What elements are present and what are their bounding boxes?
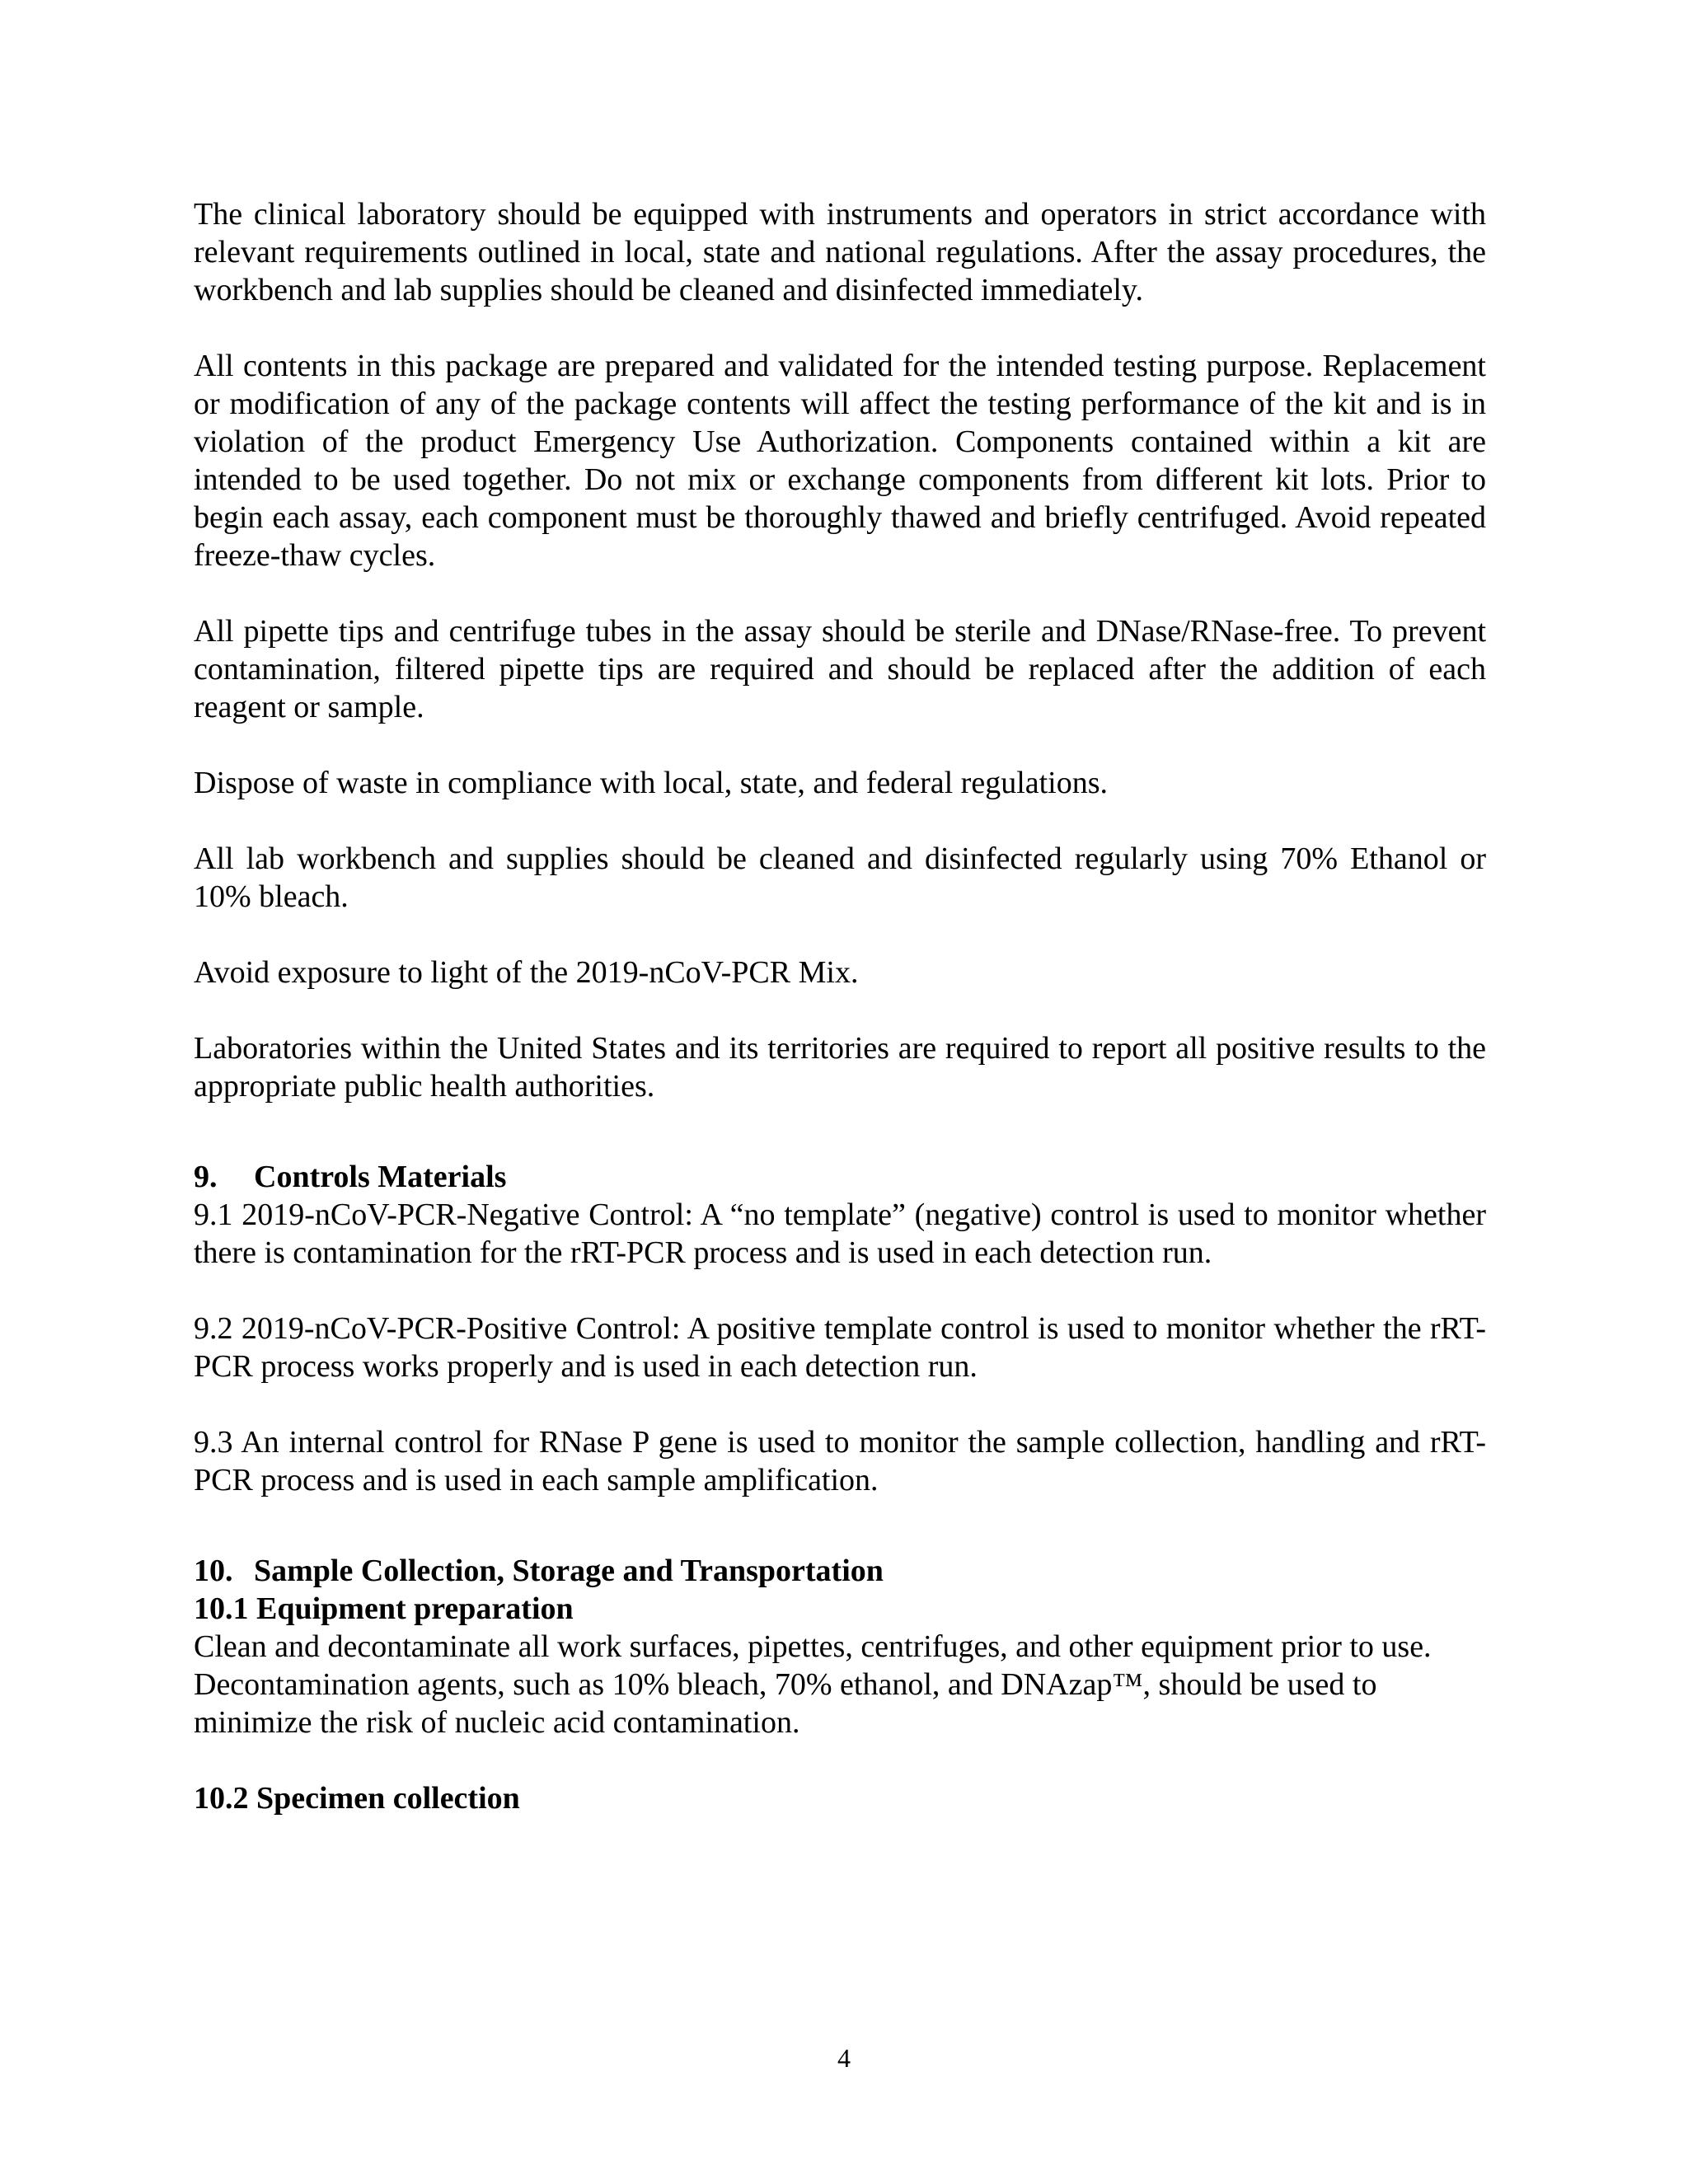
paragraph-lab-equipment: The clinical laboratory should be equipped with instruments and operators in strict accordance with relevant requirements outlined in local, state and national regulations. After the assay procedures, the workbench and lab supplies should be cleaned and disinfected immediately. (194, 197, 1486, 307)
page-content (194, 195, 1486, 1817)
section-10-1-text: Clean and decontaminate all work surfaces, pipettes, centrifuges, and other equipment prior to use. Decontamination agents, such as 10% bleach, 70% ethanol, and DNAzap™, should be used to minimize the risk of nucleic acid contamination. (194, 1629, 1432, 1740)
section-9-item-2: 9.2 2019-nCoV-PCR-Positive Control: A positive template control is used to monitor whether the rRT-PCR process works properly and is used in each detection run. (194, 1311, 1486, 1384)
section-9-number: 9. (194, 1160, 218, 1194)
section-10-number: 10. (194, 1554, 233, 1588)
section-10-title: Sample Collection, Storage and Transportation (254, 1554, 884, 1588)
paragraph-reporting: Laboratories within the United States and its territories are required to report all positive results to the appropriate public health authorities. (194, 1031, 1486, 1104)
page-number: 4 (837, 2043, 851, 2073)
section-9-item-3: 9.3 An internal control for RNase P gene is used to monitor the sample collection, handling and rRT-PCR process and is used in each sample amplification. (194, 1425, 1486, 1497)
section-9-heading (194, 1158, 1486, 1196)
section-10-heading (194, 1552, 1486, 1590)
paragraph-light-exposure: Avoid exposure to light of the 2019-nCoV-PCR Mix. (194, 955, 859, 990)
section-9-item-1: 9.1 2019-nCoV-PCR-Negative Control: A “no template” (negative) control is used to monitor whether there is contamination for the rRT-PCR process and is used in each detection run. (194, 1197, 1486, 1270)
section-10-1-heading: 10.1 Equipment preparation (194, 1591, 574, 1626)
section-10-2-heading: 10.2 Specimen collection (194, 1781, 520, 1816)
section-9-title: Controls Materials (254, 1160, 507, 1194)
paragraph-disinfection: All lab workbench and supplies should be cleaned and disinfected regularly using 70% Ethanol or 10% bleach. (194, 841, 1486, 914)
paragraph-waste-disposal: Dispose of waste in compliance with local, state, and federal regulations. (194, 766, 1109, 800)
paragraph-package-contents: All contents in this package are prepared and validated for the intended testing purpose. Replacement or modification of any of the package contents will affect the testing performance of the kit and is in violation of the product Emergency Use Authorization. Components contained within a kit are intended to be used together. Do not mix or exchange components from different kit lots. Prior to begin each assay, each component must be thoroughly thawed and briefly centrifuged. Avoid repeated freeze-thaw cycles. (194, 349, 1486, 573)
paragraph-pipette-tips: All pipette tips and centrifuge tubes in the assay should be sterile and DNase/RNase-free. To prevent contamination, filtered pipette tips are required and should be replaced after the addition of each reagent or sample. (194, 614, 1486, 724)
